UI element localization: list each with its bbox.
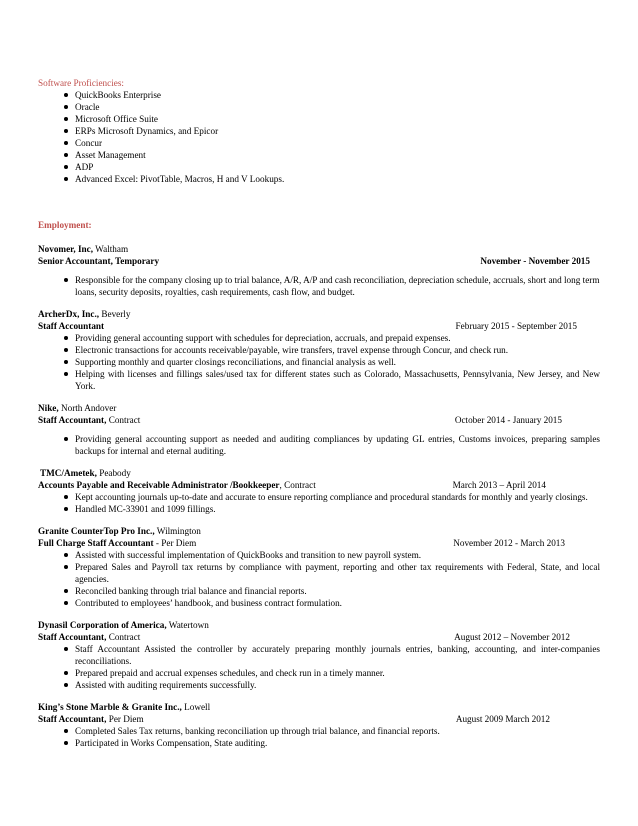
job-title-suffix: Contract <box>106 415 141 425</box>
job-location: Waltham <box>93 244 129 254</box>
list-item: Supporting monthly and quarter closings reconciliations, and financial analysis as well. <box>38 356 600 368</box>
job-company: Nike, <box>38 403 59 413</box>
job-company: TMC/Ametek, <box>40 468 97 478</box>
list-item: Electronic transactions for accounts receivable/payable, wire transfers, travel expense through Concur, and check run. <box>38 344 600 356</box>
employment-heading: Employment: <box>38 220 92 230</box>
job-location: Watertown <box>166 620 209 630</box>
resume-page <box>38 77 600 749</box>
job-title-suffix: - Per Diem <box>153 538 197 548</box>
job-entry <box>38 243 600 298</box>
list-item: Prepared prepaid and accrual expenses schedules, and check run in a timely manner. <box>38 667 600 679</box>
list-item: Assisted with auditing requirements successfully. <box>38 679 600 691</box>
list-item: ADP <box>38 161 600 173</box>
job-location: Lowell <box>181 702 211 712</box>
job-title: Staff Accountant <box>38 321 105 331</box>
list-item: ERPs Microsoft Dynamics, and Epicor <box>38 125 600 137</box>
job-company: Novomer, Inc, <box>38 244 94 254</box>
job-title-suffix: Contract <box>106 632 141 642</box>
list-item: Staff Accountant Assisted the controller by accurately preparing monthly journals entries, banking, accounting, and inter-companies reconciliations. <box>38 643 600 667</box>
list-item: Participated in Works Compensation, State auditing. <box>38 737 600 749</box>
list-item: Advanced Excel: PivotTable, Macros, H and V Lookups. <box>38 173 600 185</box>
job-entry <box>38 525 600 609</box>
job-dates: November 2012 - March 2013 <box>453 538 565 548</box>
job-company: Dynasil Corporation of America, <box>38 620 167 630</box>
job-title: Staff Accountant, <box>38 632 107 642</box>
software-heading: Software Proficiencies: <box>38 78 124 88</box>
job-location: North Andover <box>58 403 117 413</box>
job-title: Staff Accountant, <box>38 714 107 724</box>
job-dates: March 2013 – April 2014 <box>452 480 546 490</box>
job-title-suffix: , Contract <box>279 480 316 490</box>
list-item: Helping with licenses and fillings sales/used tax for different states such as Colorado, Massachusetts, Pennsylvania, New Jersey, and New York. <box>38 368 600 392</box>
job-company: Granite CounterTop Pro Inc., <box>38 526 155 536</box>
job-company: King’s Stone Marble & Granite Inc., <box>38 702 182 712</box>
list-item: Providing general accounting support with schedules for depreciation, accruals, and prepaid expenses. <box>38 332 600 344</box>
job-title: Senior Accountant, Temporary <box>38 256 160 266</box>
job-dates: August 2012 – November 2012 <box>454 632 570 642</box>
job-title: Accounts Payable and Receivable Administrator /Bookkeeper <box>38 480 280 490</box>
job-title: Staff Accountant, <box>38 415 107 425</box>
list-item: Assisted with successful implementation of QuickBooks and transition to new payroll system. <box>38 549 600 561</box>
job-entry <box>38 701 600 749</box>
job-dates: November - November 2015 <box>480 256 590 266</box>
list-item: Handled MC-33901 and 1099 fillings. <box>38 503 600 515</box>
job-dates: October 2014 - January 2015 <box>454 415 562 425</box>
list-item: QuickBooks Enterprise <box>38 89 600 101</box>
job-entry <box>38 308 600 392</box>
software-list <box>38 89 600 185</box>
list-item: Concur <box>38 137 600 149</box>
job-dates: February 2015 - September 2015 <box>455 321 577 331</box>
job-entry <box>38 619 600 691</box>
job-company: ArcherDx, Inc., <box>38 309 100 319</box>
list-item: Providing general accounting support as needed and auditing compliances by updating GL entries, Customs invoices, preparing samples backups for internal and eternal auditing. <box>38 433 600 457</box>
list-item: Prepared Sales and Payroll tax returns by compliance with payment, reporting and other tax requirements with Federal, State, and local agencies. <box>38 561 600 585</box>
list-item: Oracle <box>38 101 600 113</box>
list-item: Contributed to employees’ handbook, and business contract formulation. <box>38 597 600 609</box>
list-item: Completed Sales Tax returns, banking reconciliation up through trial balance, and financial reports. <box>38 725 600 737</box>
list-item: Asset Management <box>38 149 600 161</box>
list-item: Responsible for the company closing up to trial balance, A/R, A/P and cash reconciliation, depreciation schedule, accruals, short and long term loans, security deposits, royalties, cash requirements, cash flow, and budget. <box>38 274 600 298</box>
list-item: Kept accounting journals up-to-date and accurate to ensure reporting compliance and procedural standards for monthly and yearly closings. <box>38 491 600 503</box>
list-item: Microsoft Office Suite <box>38 113 600 125</box>
job-title-suffix: Per Diem <box>106 714 144 724</box>
list-item: Reconciled banking through trial balance and financial reports. <box>38 585 600 597</box>
job-entry <box>38 402 600 457</box>
job-title: Full Charge Staff Accountant <box>38 538 154 548</box>
job-location: Peabody <box>96 468 131 478</box>
job-entry <box>38 467 600 515</box>
job-location: Beverly <box>99 309 131 319</box>
job-dates: August 2009 March 2012 <box>455 714 550 724</box>
job-location: Wilmington <box>154 526 201 536</box>
